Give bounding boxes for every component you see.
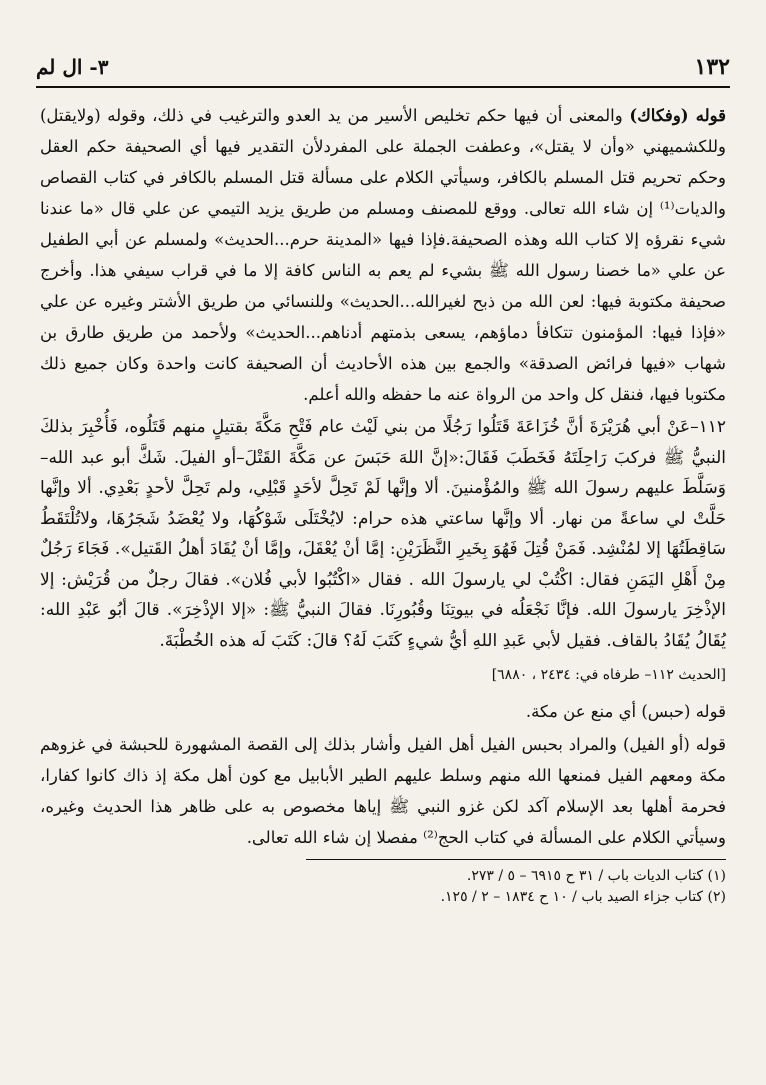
commentary-label: قوله (حبس) [641,702,726,721]
hadith-reference: [الحديث ١١٢– طرفاه في: ٢٤٣٤ ، ٦٨٨٠] [491,667,726,683]
header-rule [36,86,730,88]
hadith-text: ١١٢–عَنْ أبي هُرَيْرَةَ أنَّ خُزَاعَةَ قَتَلُوا رَجُلًا من بني لَيْث عام فَتْحِ مَكَّةَ بقتيلٍ منهم قَتَلُوه، فَأُخْبِرَ بذلكَ النبيُّ ﷺ فركبَ رَاحِلَتَهُ فَخَطَبَ فَقَالَ:«إنَّ اللهَ حَبَسَ عن مَكَّةَ القَتْلَ–أو الفيلَ. شَكَّ أبو عبد الله–وَسَلَّطَ عليهم رسولَ الله ﷺ والمُؤْمنينَ. ألا وإنَّها لَمْ تَحِلَّ لأحَدٍ قَبْلِي، ولم تَحِلَّ لأحدٍ بَعْدِي. ألا وإنَّها حَلَّتْ لي ساعةً من نهار. ألا وإنَّها ساعتي هذه حرام: لايُخْتَلَى شَوْكُهَا، ولا يُعْضَدُ شَجَرُهَا، ولاتُلْتَقَطُ سَاقِطَتُهَا إلا لمُنْشِد. فَمَنْ قُتِلَ فَهُوَ بِخَيرِ النَّظَرَيْنِ: إمَّا أنْ يُعْقَلَ، وإمَّا أنْ يُقَادَ أهلُ القَتيل». فَجَاءَ رَجُلٌ مِنْ أَهْلِ اليَمَنِ فقال: اكْتُبْ لي يارسولَ الله . فقال «اكْتُبُوا لأبي فُلان». فقالَ رجلٌ من قُرَيْش: إلا الإذْخِرَ يارسولَ الله. فإنَّا نَجْعَلُه في بيوتِنَا وقُبُورِنَا. فقالَ النبيُّ ﷺ: «إلا الإذْخِرَ». قالَ أبُو عَبْدِ الله: يُقَالُ يُقَادُ بالقاف. فقيل لأبي عَبدِ اللهِ أيُّ شيءٍ كَتَبَ لَهُ؟ قالَ: كَتَبَ لَه هذه الخُطْبَةَ. [40,417,726,651]
paragraph-text: والمعنى أن فيها حكم تخليص الأسير من يد العدو والترغيب في ذلك، وقوله (ولايقتل) وللكشميهني «وأن لا يقتل»، وعطفت الجملة على المفردلأن التقدير فيها أي الصحيفة حكم العقل وحكم تحريم قتل المسلم بالكافر، وسيأتي الكلام على مسألة قتل المسلم بالكافر في كتاب القصاص والديات⁽¹⁾ إن شاء الله تعالى. ووقع للمصنف ومسلم من طريق يزيد التيمي عن علي قال «ما عندنا شيء نقرؤه إلا كتاب الله وهذه الصحيفة.فإذا فيها «المدينة حرم...الحديث» ولمسلم عن أبي الطفيل عن علي «ما خصنا رسول الله ﷺ بشيء لم يعم به الناس كافة إلا ما في قراب سيفي هذا. وأخرج صحيفة مكتوبة فيها: لعن الله من ذبح لغيرالله...الحديث» وللنسائي من طريق الأشتر وغيره عن علي «فإذا فيها: المؤمنون تتكافأ دماؤهم، يسعى بذمتهم أدناهم...الحديث» ولأحمد من طريق طارق بن شهاب «فيها فرائض الصدقة» والجمع بين هذه الأحاديث أن الصحيفة كانت واحدة وكان جميع ذلك مكتوبا فيها، فنقل كل واحد من الرواة عنه ما حفظه والله أعلم. [40,106,726,404]
commentary-item [40,696,726,727]
paragraph-label: قوله (وفكاك) [629,106,727,125]
commentary-text: أي منع عن مكة. [525,702,637,721]
commentary-text: والمراد بحبس الفيل أهل الفيل وأشار بذلك إلى القصة المشهورة للحبشة في غزوهم مكة ومعهم الفيل فمنعها الله منهم وسلط عليهم الطير الأبابيل مع كون أهل مكة إذ ذاك كانوا كفارا، فحرمة أهلها بعد الإسلام آكد لكن غزو النبي ﷺ إياها مخصوص به على ظاهر هذا الحديث وغيره، وسيأتي الكلام على المسألة في كتاب الحج⁽²⁾ مفصلا إن شاء الله تعالى. [40,735,726,847]
commentary-label: قوله (أو الفيل) [622,735,727,754]
commentary-paragraph [40,100,726,410]
commentary-section [40,696,726,853]
footnote-1: (١) كتاب الديات باب / ٣١ ح ٦٩١٥ – ٥ / ٢٧٣. [466,868,726,884]
footnote-separator-wrap [40,859,726,860]
chapter-heading: ٣- ال لم [36,55,109,79]
page-number: ١٣٢ [694,54,730,80]
page-header [36,50,730,84]
footnotes [40,866,726,908]
footnote-2: (٢) كتاب جزاء الصيد باب / ١٠ ح ١٨٣٤ – ٢ / ١٢٥. [440,889,726,905]
footnote-separator [306,859,726,860]
commentary-item [40,729,726,853]
page-body [40,100,726,908]
